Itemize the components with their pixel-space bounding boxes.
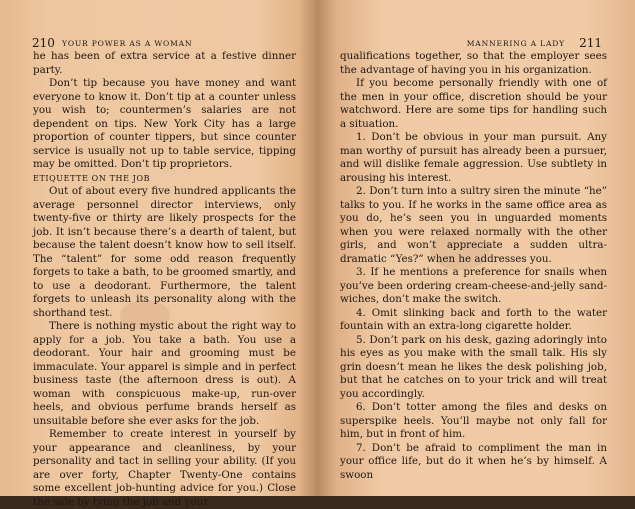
page-body (33, 50, 296, 509)
page-body (340, 50, 607, 482)
running-head: MANNERING A LADY (466, 39, 565, 48)
paragraph: 6. Don’t totter among the files and desks on superspike heels. You’ll maybe not only fall for him, but in front of him. (340, 401, 607, 440)
paragraph: If you become personally friendly with one of the men in your office, discretion should be your watchword. Here are some tips for handling such a situation. (340, 77, 607, 130)
paragraph: 5. Don’t park on his desk, gazing adoringly into his eyes as you make with the small talk. His sly grin doesn’t mean he likes the desk polishing job, but that he catches on to your trick and will treat you accordingly. (340, 333, 607, 400)
paragraph: 3. If he mentions a preference for snails when you’ve been ordering cream-cheese-and-jelly sandwiches, don’t make the switch. (340, 266, 607, 305)
paragraph: Don’t tip because you have money and want everyone to know it. Don’t tip at a counter unless you wish to; countermen’s salaries are not dependent on tips. New York City has a large proportion of counter tippers, but since counter service is usually not up to table service, tipping may be omitted. Don’t tip proprietors. (33, 77, 296, 170)
page-number: 211 (579, 36, 602, 50)
paragraph: 4. Omit slinking back and forth to the water fountain with an extra-long cigarette holder. (340, 306, 607, 332)
page-number: 210 (32, 36, 55, 50)
right-page (318, 0, 635, 496)
paragraph: he has been of extra service at a festive dinner party. (33, 50, 296, 76)
paragraph: qualifications together, so that the employer sees the advantage of having you in his organization. (340, 50, 607, 76)
paragraph: 2. Don’t turn into a sultry siren the minute “he” talks to you. If he works in the same office area as you do, he’s seen you in unguarded moments when you were relaxed normally with the other girls, and won’t appreciate a sudden ultra-dramatic “Yes?” when he addresses you. (340, 185, 607, 265)
running-head: YOUR POWER AS A WOMAN (62, 39, 193, 48)
paragraph: 7. Don’t be afraid to compliment the man in your office life, but do it when he’s by himself. A swoon (340, 441, 607, 481)
left-page (0, 0, 316, 508)
paragraph: 1. Don’t be obvious in your man pursuit. Any man worthy of pursuit has already been a pursuer, and will dislike female aggression. Use subtlety in arousing his interest. (340, 131, 607, 184)
paragraph: There is nothing mystic about the right way to apply for a job. You take a bath. You use a deodorant. Your hair and grooming must be immaculate. Your apparel is simple and in perfect business taste (the afternoon dress is out). A woman with conspicuous make-up, run-over heels, and obvious perfume brands herself as unsuitable before she ever asks for the job. (33, 320, 296, 427)
section-heading: ETIQUETTE ON THE JOB (33, 173, 151, 183)
paragraph: Remember to create interest in yourself by your appearance and cleanliness, by your personality and tact in selling your ability. (If you are over forty, Chapter Twenty-One contains some excellent job-hunting advice for you.) Close the sale by tying the job and your (33, 428, 296, 508)
paragraph: Out of about every five hundred applicants the average personnel director interviews, only twenty-five or thirty are likely prospects for the job. It isn’t because there’s a dearth of talent, but because the talent doesn’t know how to sell itself. The “talent” for some odd reason frequently forgets to take a bath, to be groomed smartly, and to use a deodorant. Furthermore, the talent forgets to unleash its personality along with the shorthand test. (33, 185, 296, 319)
